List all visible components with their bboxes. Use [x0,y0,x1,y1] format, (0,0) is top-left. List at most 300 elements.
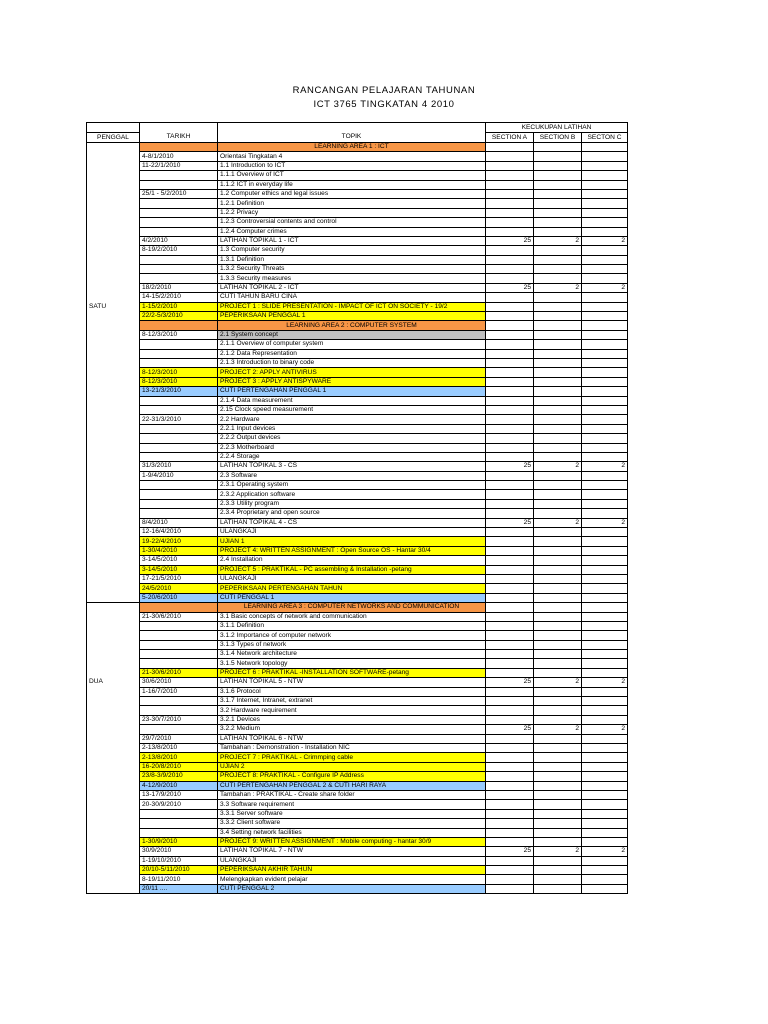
topic-cell: 3.1.7 Internet, Intranet, extranet [218,697,486,706]
date-cell: 19-22/4/2010 [140,537,218,546]
section-a-cell [486,340,534,349]
date-cell [140,621,218,630]
date-cell: 21-30/6/2010 [140,668,218,677]
date-cell [140,650,218,659]
penggal-cell: SATU [87,302,140,311]
section-c-cell [582,593,628,602]
penggal-cell [87,819,140,828]
penggal-cell [87,330,140,339]
section-c-cell: 2 [582,678,628,687]
date-cell: 22/2-5/3/2010 [140,312,218,321]
section-a-cell [486,180,534,189]
section-b-cell [534,837,582,846]
penggal-cell [87,593,140,602]
section-a-cell [486,302,534,311]
table-row [87,856,628,865]
penggal-cell [87,481,140,490]
section-b-cell [534,265,582,274]
table-row [87,800,628,809]
section-b-cell [534,143,582,152]
date-cell [140,452,218,461]
section-c-cell [582,293,628,302]
section-c-cell [582,499,628,508]
topic-cell: 2.1.2 Data Representation [218,349,486,358]
penggal-cell [87,227,140,236]
table-row [87,546,628,555]
penggal-cell [87,387,140,396]
date-cell: 20-30/9/2010 [140,800,218,809]
penggal-cell [87,509,140,518]
penggal-cell [87,171,140,180]
penggal-cell [87,650,140,659]
topic-cell: 3.1 Basic concepts of network and communication [218,612,486,621]
section-c-header: SECTON C [582,133,628,143]
penggal-cell [87,640,140,649]
section-a-cell [486,875,534,884]
penggal-cell [87,396,140,405]
table-row [87,687,628,696]
date-cell: 24/5/2010 [140,584,218,593]
section-b-cell [534,405,582,414]
lesson-plan-table [86,122,628,894]
date-cell: 30/6/2010 [140,678,218,687]
section-b-cell: 2 [534,847,582,856]
section-b-cell [534,744,582,753]
date-cell [140,631,218,640]
penggal-cell [87,781,140,790]
section-c-cell [582,312,628,321]
section-c-cell [582,143,628,152]
section-a-cell [486,631,534,640]
topic-cell: CUTI TAHUN BARU CINA [218,293,486,302]
table-row [87,574,628,583]
section-c-cell [582,274,628,283]
section-b-cell [534,856,582,865]
section-c-cell [582,340,628,349]
section-c-cell: 2 [582,518,628,527]
table-row [87,875,628,884]
section-a-cell [486,828,534,837]
date-cell: 17-21/5/2010 [140,574,218,583]
topik-header: TOPIK [218,133,486,143]
section-b-cell [534,396,582,405]
penggal-cell [87,884,140,893]
section-b-cell [534,781,582,790]
table-row [87,565,628,574]
date-cell: 4-12/9/2010 [140,781,218,790]
section-a-cell [486,434,534,443]
section-b-cell [534,161,582,170]
table-row [87,621,628,630]
penggal-cell [87,603,140,612]
topik-header-blank [218,123,486,133]
topic-cell: CUTI PERTENGAHAN PENGGAL 1 [218,387,486,396]
date-cell: 8/4/2010 [140,518,218,527]
penggal-cell [87,349,140,358]
penggal-cell [87,236,140,245]
topic-cell: CUTI PERTENGAHAN PENGGAL 2 & CUTI HARI RAYA [218,781,486,790]
section-a-cell [486,546,534,555]
section-b-cell [534,697,582,706]
section-a-cell [486,574,534,583]
date-cell: 1-30/9/2010 [140,837,218,846]
topic-cell: 2.15 Clock speed measurement [218,405,486,414]
section-b-header: SECTION B [534,133,582,143]
learning-area-band: LEARNING AREA 2 : COMPUTER SYSTEM [218,321,486,330]
topic-cell: 1.2.1 Definition [218,199,486,208]
date-cell [140,443,218,452]
topic-cell: 3.1.1 Definition [218,621,486,630]
section-b-cell [534,302,582,311]
table-row [87,424,628,433]
section-b-cell [534,537,582,546]
topic-cell: ULANGKAJI [218,574,486,583]
table-row [87,349,628,358]
section-b-cell [534,668,582,677]
section-b-cell: 2 [534,236,582,245]
table-row [87,302,628,311]
topic-cell: PROJECT 2: APPLY ANTIVIRUS [218,368,486,377]
date-cell [140,265,218,274]
section-b-cell [534,866,582,875]
date-cell: 8-19/11/2010 [140,875,218,884]
section-a-cell [486,706,534,715]
section-a-cell [486,509,534,518]
section-c-cell [582,208,628,217]
section-b-cell [534,800,582,809]
section-c-cell: 2 [582,847,628,856]
section-c-cell [582,415,628,424]
table-row [87,199,628,208]
date-cell [140,255,218,264]
section-a-cell [486,781,534,790]
section-a-cell: 25 [486,518,534,527]
date-cell [140,481,218,490]
topic-cell: ULANGKAJI [218,856,486,865]
section-c-cell [582,471,628,480]
topic-cell: Tambahan : Demonstration - Installation NIC [218,744,486,753]
section-a-cell [486,443,534,452]
table-row [87,189,628,198]
penggal-cell [87,208,140,217]
date-cell: 14-15/2/2010 [140,293,218,302]
section-a-cell: 25 [486,462,534,471]
topic-cell: 2.3.3 Utility program [218,499,486,508]
table-row [87,481,628,490]
section-a-cell [486,790,534,799]
date-cell: 8-12/3/2010 [140,368,218,377]
date-cell [140,809,218,818]
date-cell: 1-16/7/2010 [140,687,218,696]
topic-cell: PROJECT 9: WRITTEN ASSIGNMENT : Mobile computing - hantar 30/9 [218,837,486,846]
section-a-cell [486,584,534,593]
date-cell: 11-22/1/2010 [140,161,218,170]
date-cell: 1-9/4/2010 [140,471,218,480]
section-c-cell: 2 [582,236,628,245]
section-a-cell [486,809,534,818]
penggal-cell [87,358,140,367]
section-a-cell [486,152,534,161]
topic-cell: Melengkapkan evident pelajar [218,875,486,884]
section-a-cell [486,556,534,565]
section-b-cell [534,171,582,180]
section-b-cell [534,452,582,461]
section-b-cell [534,415,582,424]
topic-cell: 1.1.1 Overview of ICT [218,171,486,180]
section-b-cell [534,349,582,358]
topic-cell: 3.1.4 Network architecture [218,650,486,659]
section-c-cell [582,837,628,846]
date-cell [140,180,218,189]
section-c-cell [582,358,628,367]
section-a-cell [486,856,534,865]
section-b-cell [534,321,582,330]
section-c-cell [582,321,628,330]
topic-cell: PROJECT 4: WRITTEN ASSIGNMENT : Open Source OS - Hantar 30/4 [218,546,486,555]
penggal-cell [87,875,140,884]
penggal-cell [87,856,140,865]
section-b-cell [534,828,582,837]
section-c-cell [582,621,628,630]
table-row [87,556,628,565]
section-c-cell [582,650,628,659]
topic-cell: 1.2 Computer ethics and legal issues [218,189,486,198]
section-c-cell [582,856,628,865]
topic-cell: LATIHAN TOPIKAL 4 - CS [218,518,486,527]
section-c-cell [582,452,628,461]
penggal-cell [87,612,140,621]
table-row [87,847,628,856]
penggal-cell [87,800,140,809]
section-c-cell [582,302,628,311]
section-b-cell: 2 [534,725,582,734]
topic-cell: 3.1.3 Types of network [218,640,486,649]
topic-cell: 2.1.3 Introduction to binary code [218,358,486,367]
topic-cell: CUTI PENGGAL 1 [218,593,486,602]
section-a-cell [486,565,534,574]
date-cell: 16-20/8/2010 [140,762,218,771]
tarikh-header: TARIKH [140,133,218,143]
topic-cell: 2.1.4 Data measurement [218,396,486,405]
section-b-cell [534,546,582,555]
table-row [87,668,628,677]
topic-cell: 3.2.1 Devices [218,715,486,724]
table-row [87,528,628,537]
topic-cell: 3.1.2 Importance of computer network [218,631,486,640]
penggal-cell [87,546,140,555]
table-row [87,358,628,367]
section-b-cell [534,603,582,612]
section-b-cell [534,481,582,490]
section-a-cell [486,819,534,828]
section-c-cell [582,246,628,255]
date-cell: 22-31/3/2010 [140,415,218,424]
section-c-cell [582,574,628,583]
section-b-cell [534,368,582,377]
penggal-cell [87,199,140,208]
section-c-cell [582,368,628,377]
penggal-cell [87,293,140,302]
penggal-cell [87,321,140,330]
penggal-cell [87,744,140,753]
date-cell [140,218,218,227]
topic-cell: 1.3.1 Definition [218,255,486,264]
topic-cell: 1.2.3 Controversial contents and control [218,218,486,227]
topic-cell: UJIAN 1 [218,537,486,546]
table-row [87,180,628,189]
table-row [87,227,628,236]
topic-cell: 2.2.1 Input devices [218,424,486,433]
section-a-cell [486,321,534,330]
section-c-cell [582,161,628,170]
penggal-cell [87,152,140,161]
section-a-cell [486,490,534,499]
date-cell: 23-30/7/2010 [140,715,218,724]
penggal-cell [87,762,140,771]
section-a-cell: 25 [486,678,534,687]
date-cell: 13-21/3/2010 [140,387,218,396]
section-c-cell [582,349,628,358]
table-row [87,387,628,396]
section-a-cell [486,471,534,480]
date-cell [140,424,218,433]
date-cell: 23/8-3/9/2010 [140,772,218,781]
topic-cell: 3.3 Software requirement [218,800,486,809]
penggal-cell [87,574,140,583]
section-c-cell: 2 [582,725,628,734]
section-b-cell: 2 [534,678,582,687]
table-row [87,537,628,546]
table-row [87,434,628,443]
section-c-cell [582,405,628,414]
penggal-cell [87,424,140,433]
table-row [87,415,628,424]
section-a-cell [486,452,534,461]
section-c-cell [582,715,628,724]
page-title: RANCANGAN PELAJARAN TAHUNAN [292,85,476,96]
section-a-cell [486,358,534,367]
date-cell [140,321,218,330]
section-c-cell [582,434,628,443]
learning-area-band: LEARNING AREA 3 : COMPUTER NETWORKS AND COMMUNICATION [218,603,486,612]
date-cell [140,405,218,414]
section-a-cell [486,753,534,762]
section-b-cell [534,340,582,349]
page-subtitle: ICT 3765 TINGKATAN 4 2010 [313,99,455,110]
section-c-cell [582,884,628,893]
penggal-cell [87,584,140,593]
penggal-cell [87,659,140,668]
section-b-cell [534,152,582,161]
section-a-cell [486,884,534,893]
table-row [87,706,628,715]
topic-cell: PEPERIKSAAN AKHIR TAHUN [218,866,486,875]
date-cell: 20/11 .... [140,884,218,893]
topic-cell: 1.1 Introduction to ICT [218,161,486,170]
section-b-cell [534,330,582,339]
section-a-cell [486,640,534,649]
penggal-cell [87,283,140,292]
topic-cell: PROJECT 5 : PRAKTIKAL - PC assembling & Installation -petang [218,565,486,574]
penggal-cell [87,377,140,386]
table-row [87,819,628,828]
section-b-cell [534,584,582,593]
penggal-cell: DUA [87,678,140,687]
date-cell [140,603,218,612]
table-row [87,772,628,781]
table-row [87,790,628,799]
table-row [87,744,628,753]
section-a-cell [486,415,534,424]
penggal-cell [87,734,140,743]
table-row [87,593,628,602]
date-cell [140,274,218,283]
penggal-cell [87,565,140,574]
topic-cell: 2.1.1 Overview of computer system [218,340,486,349]
section-a-cell [486,499,534,508]
section-a-cell [486,161,534,170]
section-a-cell [486,330,534,339]
topic-cell: LATIHAN TOPIKAL 5 - NTW [218,678,486,687]
date-cell [140,358,218,367]
section-a-cell [486,199,534,208]
section-b-cell [534,762,582,771]
date-cell [140,509,218,518]
section-c-cell [582,584,628,593]
table-row [87,828,628,837]
section-c-cell [582,546,628,555]
date-cell: 8-12/3/2010 [140,330,218,339]
penggal-cell [87,312,140,321]
topic-cell: PROJECT 3 : APPLY ANTISPYWARE [218,377,486,386]
section-b-cell [534,556,582,565]
date-cell [140,828,218,837]
date-cell [140,171,218,180]
section-b-cell [534,199,582,208]
section-a-cell [486,265,534,274]
section-b-cell [534,621,582,630]
table-row [87,762,628,771]
section-c-cell [582,537,628,546]
topic-cell: 3.3.2 Client software [218,819,486,828]
section-b-cell [534,387,582,396]
table-row [87,312,628,321]
section-a-cell [486,603,534,612]
date-cell [140,143,218,152]
penggal-cell [87,274,140,283]
penggal-cell [87,725,140,734]
penggal-cell [87,556,140,565]
section-a-cell [486,715,534,724]
topic-cell: 2.4 Installation [218,556,486,565]
topic-cell: LATIHAN TOPIKAL 2 - ICT [218,283,486,292]
section-b-cell [534,706,582,715]
table-row [87,781,628,790]
section-b-cell [534,434,582,443]
section-a-cell [486,405,534,414]
table-row [87,725,628,734]
penggal-cell [87,368,140,377]
topic-cell: Tambahan : PRAKTIKAL - Create share folder [218,790,486,799]
section-a-cell [486,762,534,771]
section-b-cell [534,180,582,189]
penggal-cell [87,415,140,424]
date-cell: 8-12/3/2010 [140,377,218,386]
section-a-cell [486,537,534,546]
date-cell [140,227,218,236]
section-c-cell [582,227,628,236]
section-b-cell [534,255,582,264]
